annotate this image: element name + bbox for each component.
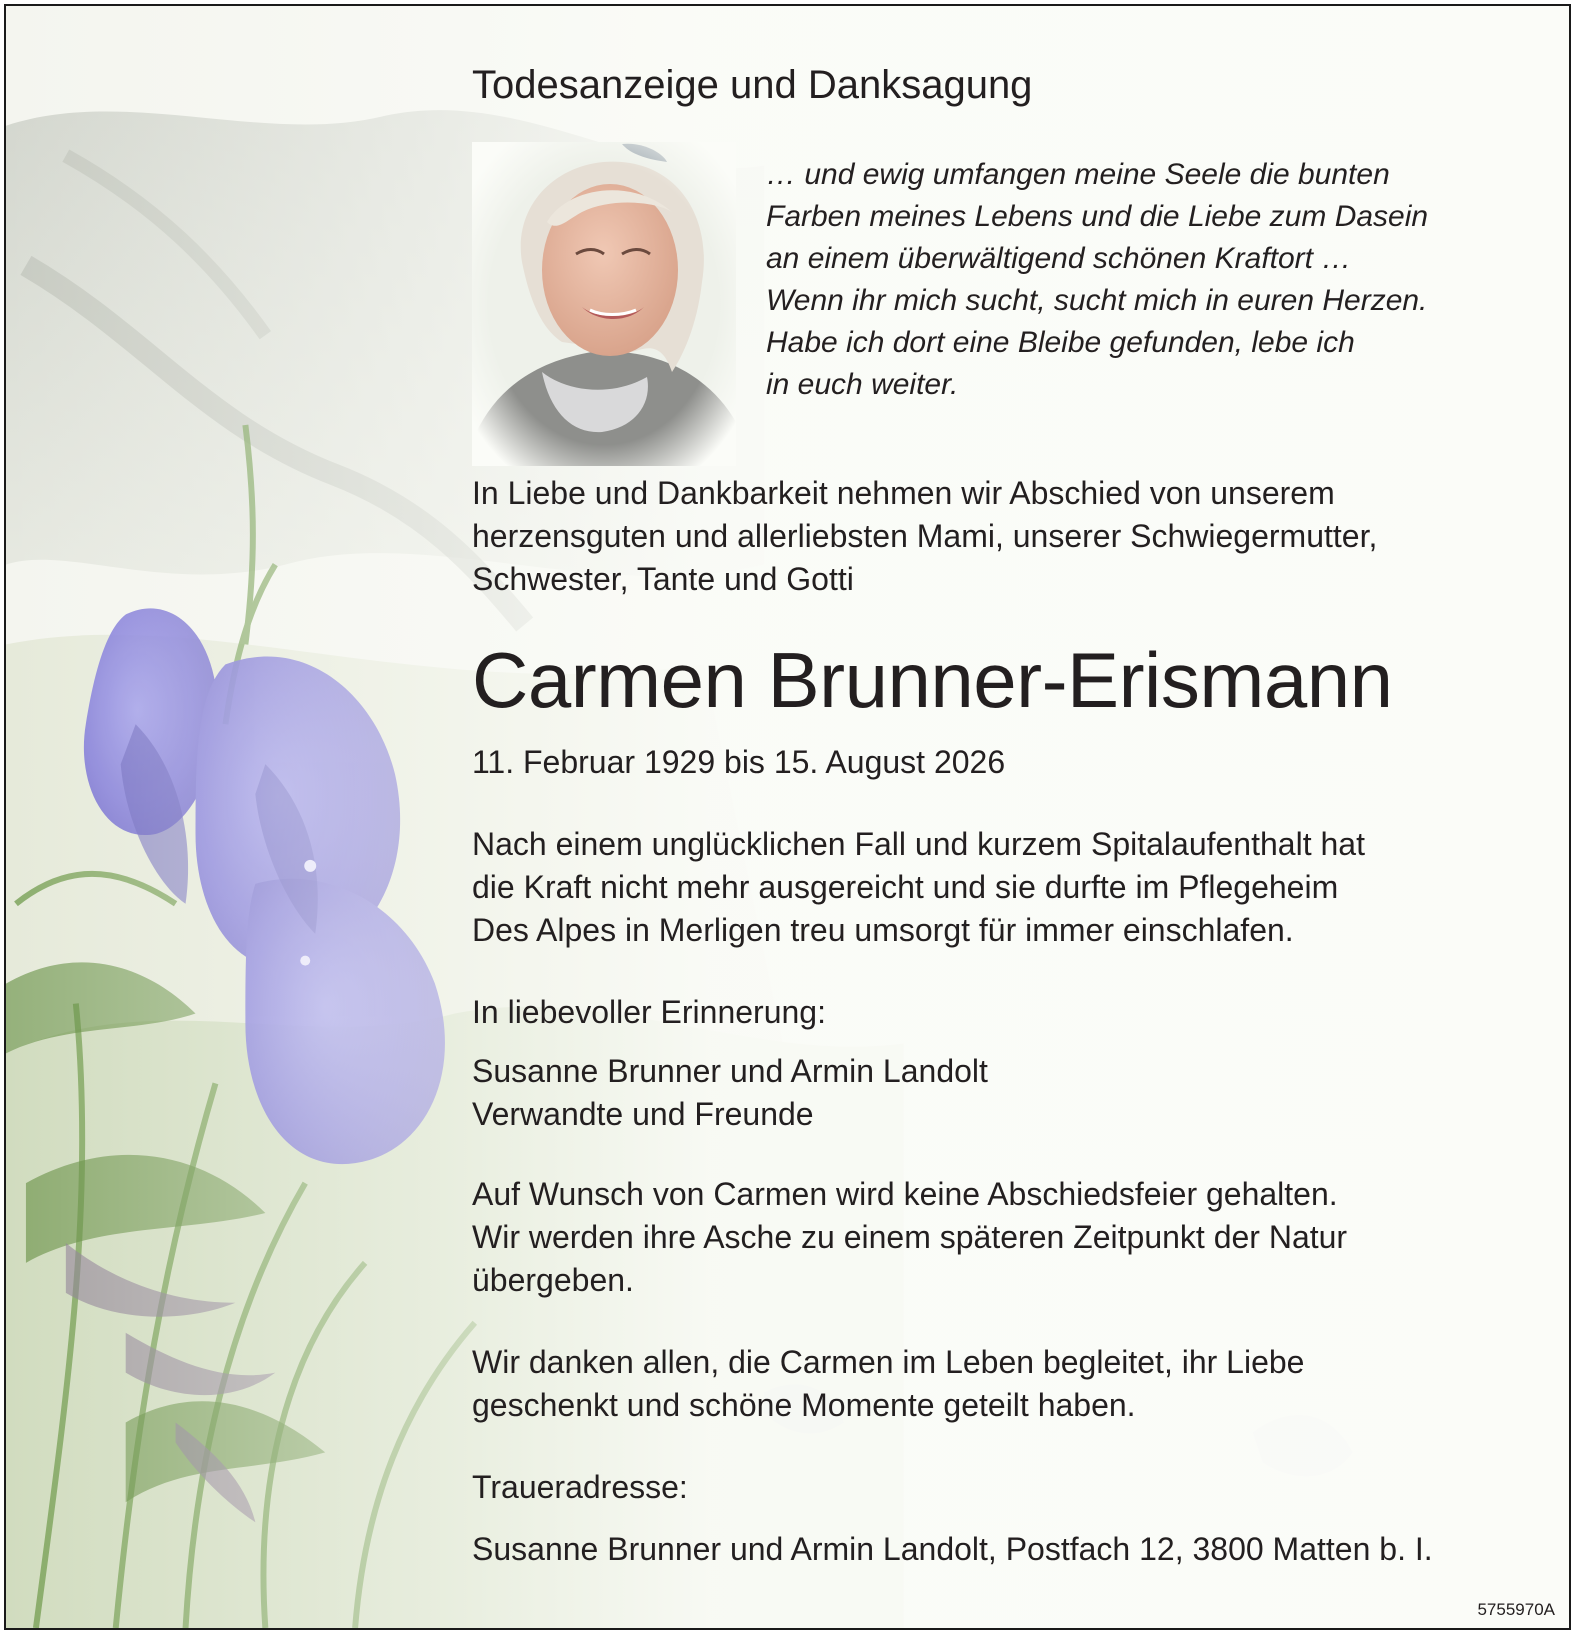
quote-line: Farben meines Lebens und die Liebe zum Dasein bbox=[766, 200, 1429, 233]
mourning-address: Susanne Brunner und Armin Landolt, Postfach 12, 3800 Matten b. I. bbox=[472, 1531, 1433, 1567]
mourner-line: Susanne Brunner und Armin Landolt bbox=[472, 1053, 988, 1089]
story-line: Nach einem unglücklichen Fall und kurzem Spitalaufenthalt hat bbox=[472, 826, 1365, 862]
memory-label: In liebevoller Erinnerung: bbox=[472, 994, 826, 1030]
quote-line: Wenn ihr mich sucht, sucht mich in euren Herzen. bbox=[766, 284, 1428, 317]
portrait-photo bbox=[472, 142, 736, 466]
thanks-line: Wir danken allen, die Carmen im Leben begleitet, ihr Liebe bbox=[472, 1344, 1305, 1380]
mourner-line: Verwandte und Freunde bbox=[472, 1096, 814, 1132]
quote-line: in euch weiter. bbox=[766, 368, 959, 401]
quote-line: an einem überwältigend schönen Kraftort … bbox=[766, 242, 1352, 275]
intro-line: In Liebe und Dankbarkeit nehmen wir Abschied von unserem bbox=[472, 475, 1335, 511]
story-line: die Kraft nicht mehr ausgereicht und sie durfte im Pflegeheim bbox=[472, 869, 1339, 905]
ceremony-line: Wir werden ihre Asche zu einem späteren Zeitpunkt der Natur bbox=[472, 1219, 1348, 1255]
thanks-line: geschenkt und schöne Momente geteilt haben. bbox=[472, 1387, 1136, 1423]
ceremony-line: Auf Wunsch von Carmen wird keine Abschiedsfeier gehalten. bbox=[472, 1176, 1338, 1212]
life-dates: 11. Februar 1929 bis 15. August 2026 bbox=[472, 744, 1006, 780]
reference-number: 5755970A bbox=[1477, 1600, 1555, 1619]
address-label: Traueradresse: bbox=[472, 1469, 688, 1505]
notice-heading: Todesanzeige und Danksagung bbox=[472, 63, 1033, 107]
quote-line: Habe ich dort eine Bleibe gefunden, lebe ich bbox=[766, 326, 1355, 359]
story-line: Des Alpes in Merligen treu umsorgt für immer einschlafen. bbox=[472, 912, 1294, 948]
ceremony-line: übergeben. bbox=[472, 1262, 634, 1298]
intro-line: Schwester, Tante und Gotti bbox=[472, 561, 854, 597]
deceased-name: Carmen Brunner-Erismann bbox=[472, 636, 1393, 724]
intro-line: herzensguten und allerliebsten Mami, unserer Schwiegermutter, bbox=[472, 518, 1378, 554]
quote-line: … und ewig umfangen meine Seele die bunten bbox=[766, 158, 1390, 191]
obituary-frame bbox=[4, 4, 1571, 1630]
